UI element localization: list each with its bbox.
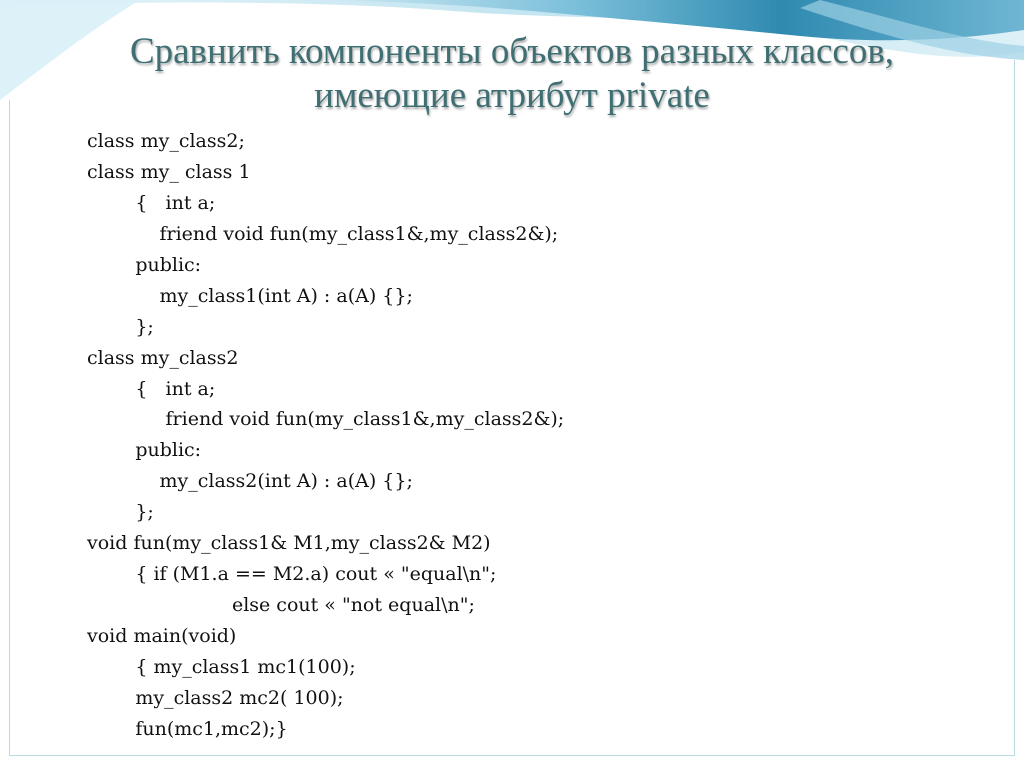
slide-title <box>40 30 984 118</box>
code-line: { int a; <box>87 377 216 400</box>
code-line: class my_ class 1 <box>87 160 251 183</box>
slide-title-line-2: имеющие атрибут private <box>314 75 710 116</box>
code-line: fun(mc1,mc2);} <box>87 717 288 740</box>
code-line: else cout « "not equal\n"; <box>87 594 475 617</box>
code-line: }; <box>87 315 154 338</box>
code-line: class my_class2; <box>87 130 245 152</box>
code-line: { if (M1.a == M2.a) cout « "equal\n"; <box>87 563 497 586</box>
code-line: public: <box>87 253 202 276</box>
code-line: my_class2 mc2( 100); <box>87 686 344 709</box>
code-line: friend void fun(my_class1&,my_class2&); <box>87 222 559 245</box>
code-listing <box>87 126 564 745</box>
code-line: friend void fun(my_class1&,my_class2&); <box>87 408 565 431</box>
code-line: my_class2(int A) : a(A) {}; <box>87 470 413 493</box>
code-line: { int a; <box>87 191 216 214</box>
code-line: { my_class1 mc1(100); <box>87 655 356 678</box>
code-line: my_class1(int A) : a(A) {}; <box>87 284 413 307</box>
code-line: void fun(my_class1& M1,my_class2& M2) <box>87 532 491 555</box>
slide-title-line-1: Сравнить компоненты объектов разных классов, <box>129 31 895 72</box>
code-line: class my_class2 <box>87 346 239 369</box>
code-line: void main(void) <box>87 625 237 647</box>
code-line: }; <box>87 501 154 524</box>
code-line: public: <box>87 439 202 462</box>
right-border-line <box>1014 60 1015 755</box>
bottom-border-line <box>9 755 1015 756</box>
left-border-line <box>9 100 10 755</box>
